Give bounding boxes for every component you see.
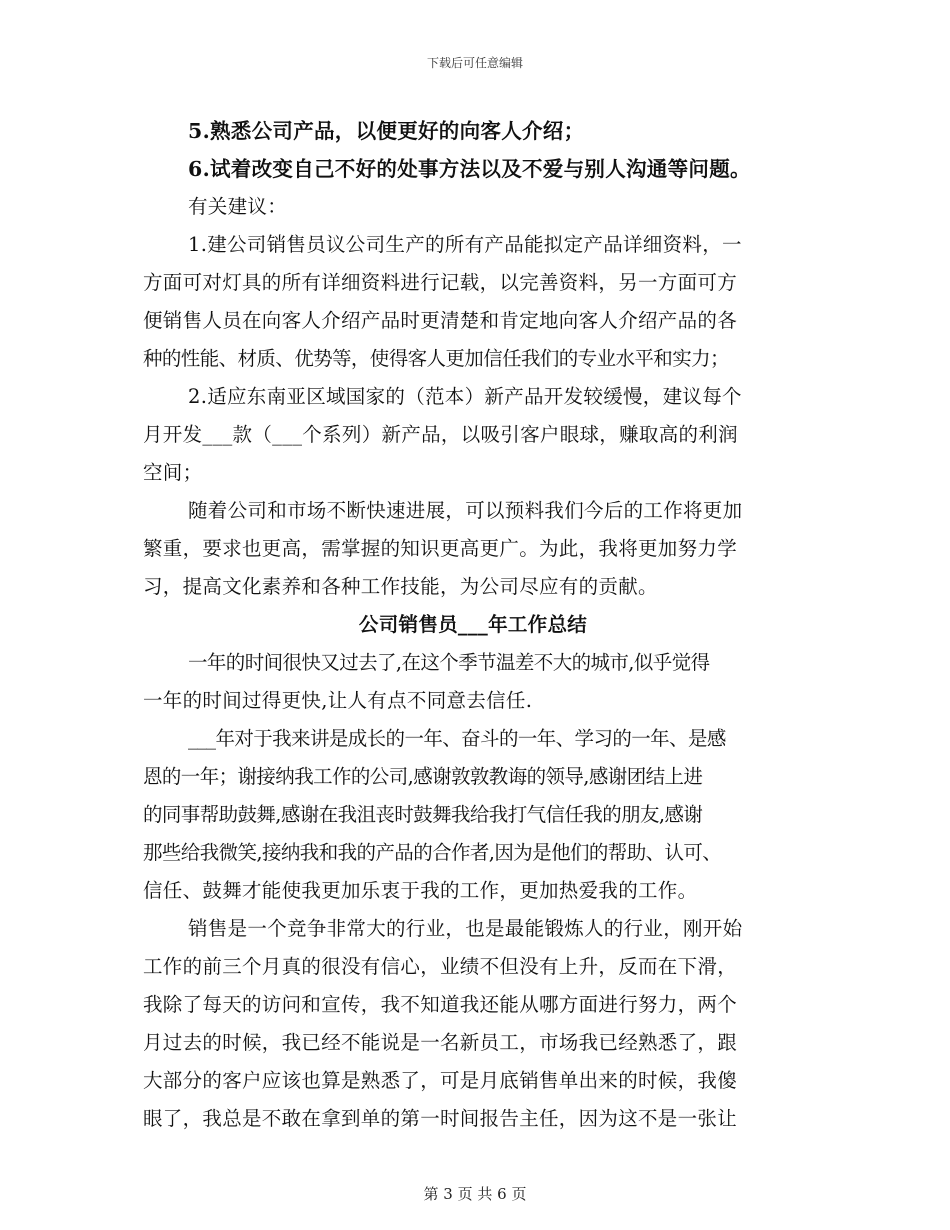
- paragraph-line: 工作的前三个月真的很没有信心，业绩不但没有上升，反而在下滑，: [143, 955, 738, 978]
- paragraph-line: 一年的时间过得更快,让人有点不同意去信任.: [143, 689, 533, 712]
- page-footer: 第 3 页 共 6 页: [423, 1185, 527, 1203]
- paragraph-line: 眼了，我总是不敢在拿到单的第一时间报告主任，因为这不是一张让: [143, 1107, 738, 1130]
- paragraph-line: 空间；: [143, 461, 203, 484]
- paragraph-line: 2.适应东南亚区域国家的（范本）新产品开发较缓慢，建议每个: [188, 385, 742, 408]
- paragraph-line: 销售是一个竞争非常大的行业，也是最能锻炼人的行业，刚开始: [188, 917, 743, 940]
- list-item: 5.熟悉公司产品，以便更好的向客人介绍；: [188, 119, 585, 143]
- paragraph-line: 习，提高文化素养和各种工作技能，为公司尽应有的贡献。: [143, 575, 658, 598]
- section-title: 公司销售员___年工作总结: [358, 613, 588, 636]
- paragraph-line: 大部分的客户应该也算是熟悉了，可是月底销售单出来的时候，我傻: [143, 1069, 738, 1092]
- paragraph-line: 繁重，要求也更高，需掌握的知识更高更广。为此，我将更加努力学: [143, 537, 738, 560]
- section-label: 有关建议：: [188, 195, 288, 218]
- paragraph-line: 方面可对灯具的所有详细资料进行记载，以完善资料，另一方面可方: [143, 271, 738, 294]
- paragraph-line: 月过去的时候，我已经不能说是一名新员工，市场我已经熟悉了，跟: [143, 1031, 738, 1054]
- paragraph-line: 便销售人员在向客人介绍产品时更清楚和肯定地向客人介绍产品的各: [143, 309, 738, 332]
- paragraph-line: 信任、鼓舞才能使我更加乐衷于我的工作，更加热爱我的工作。: [143, 879, 698, 902]
- paragraph-line: ___年对于我来讲是成长的一年、奋斗的一年、学习的一年、是感: [188, 727, 726, 750]
- paragraph-line: 月开发___款（___个系列）新产品，以吸引客户眼球，赚取高的利润: [143, 423, 738, 446]
- paragraph-line: 一年的时间很快又过去了,在这个季节温差不大的城市,似乎觉得: [188, 651, 710, 674]
- page-header: 下载后可任意编辑: [426, 56, 523, 70]
- list-item: 6.试着改变自己不好的处事方法以及不爱与别人沟通等问题。: [188, 157, 751, 181]
- paragraph-line: 种的性能、材质、优势等，使得客人更加信任我们的专业水平和实力；: [143, 347, 729, 370]
- paragraph-line: 的同事帮助鼓舞,感谢在我沮丧时鼓舞我给我打气信任我的朋友,感谢: [143, 803, 703, 826]
- paragraph-line: 我除了每天的访问和宣传，我不知道我还能从哪方面进行努力，两个: [143, 993, 738, 1016]
- paragraph-line: 那些给我微笑,接纳我和我的产品的合作者,因为是他们的帮助、认可、: [143, 841, 722, 864]
- paragraph-line: 随着公司和市场不断快速进展，可以预料我们今后的工作将更加: [188, 499, 743, 522]
- paragraph-line: 恩的一年；谢接纳我工作的公司,感谢敦敦教诲的领导,感谢团结上进: [143, 765, 703, 788]
- document-body: [143, 112, 803, 1138]
- paragraph-line: 1.建公司销售员议公司生产的所有产品能拟定产品详细资料，一: [188, 233, 742, 256]
